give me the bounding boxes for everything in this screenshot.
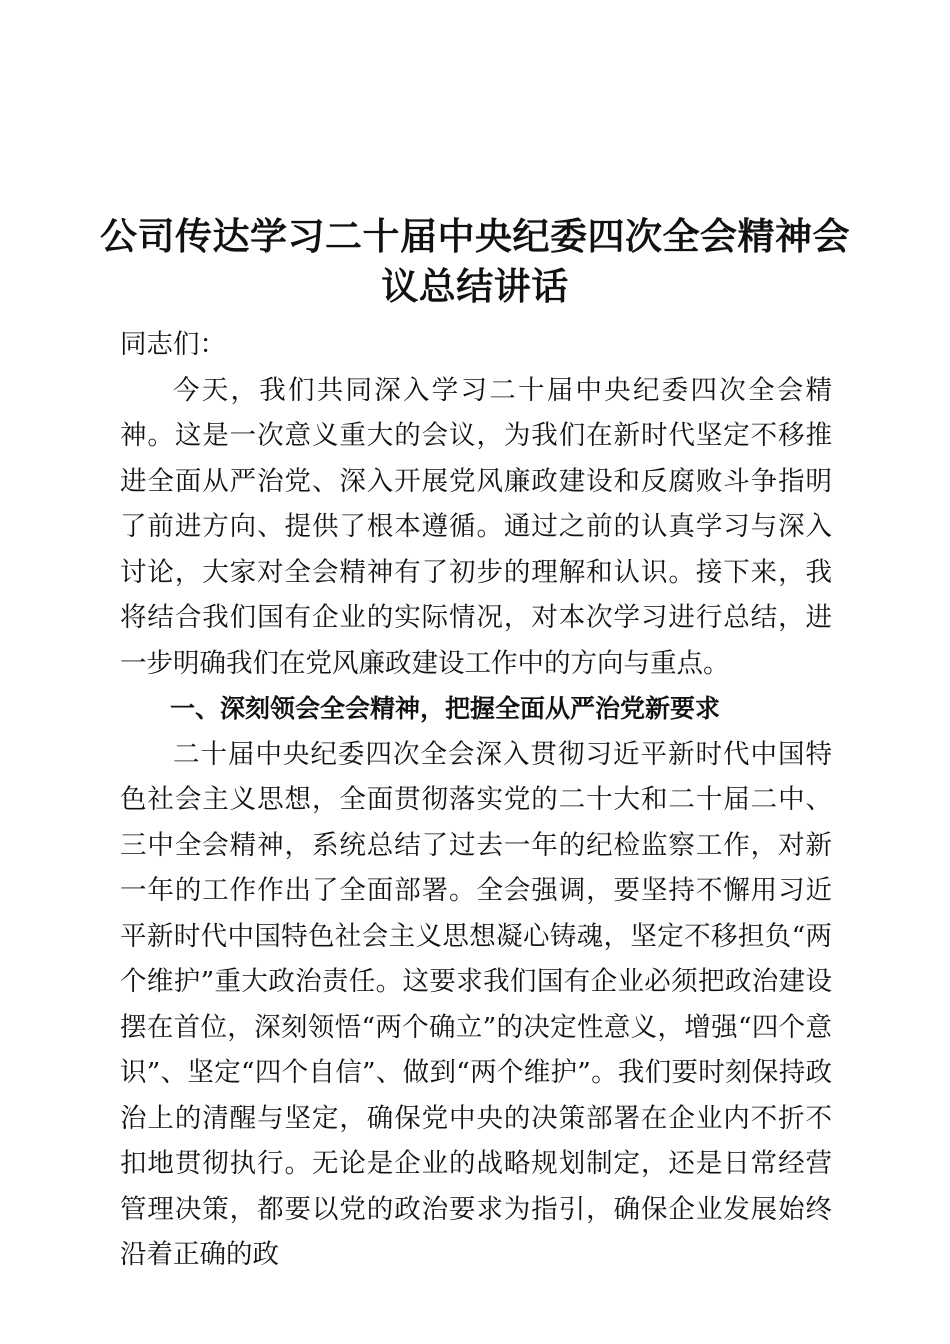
salutation: 同志们： xyxy=(120,329,226,360)
document-body xyxy=(120,322,832,1278)
paragraph-intro: 今天，我们共同深入学习二十届中央纪委四次全会精神。这是一次意义重大的会议，为我们在新时代坚定不移推进全面从严治党、深入开展党风廉政建设和反腐败斗争指明了前进方向、提供了根本遵循。通过之前的认真学习与深入讨论，大家对全会精神有了初步的理解和认识。接下来，我将结合我们国有企业的实际情况，对本次学习进行总结，进一步明确我们在党风廉政建设工作中的方向与重点。 xyxy=(120,374,832,679)
document-title: 公司传达学习二十届中央纪委四次全会精神会议总结讲话 xyxy=(100,215,850,308)
section-heading-1: 一、深刻领会全会精神，把握全面从严治党新要求 xyxy=(170,694,721,723)
paragraph-section-1: 二十届中央纪委四次全会深入贯彻习近平新时代中国特色社会主义思想，全面贯彻落实党的二十大和二十届二中、三中全会精神，系统总结了过去一年的纪检监察工作，对新一年的工作作出了全面部署。全会强调，要坚持不懈用习近平新时代中国特色社会主义思想凝心铸魂，坚定不移担负“两个维护”重大政治责任。这要求我们国有企业必须把政治建设摆在首位，深刻领悟“两个确立”的决定性意义，增强“四个意识”、坚定“四个自信”、做到“两个维护”。我们要时刻保持政治上的清醒与坚定，确保党中央的决策部署在企业内不折不扣地贯彻执行。无论是企业的战略规划制定，还是日常经营管理决策，都要以党的政治要求为指引，确保企业发展始终沿着正确的政 xyxy=(120,738,832,1270)
